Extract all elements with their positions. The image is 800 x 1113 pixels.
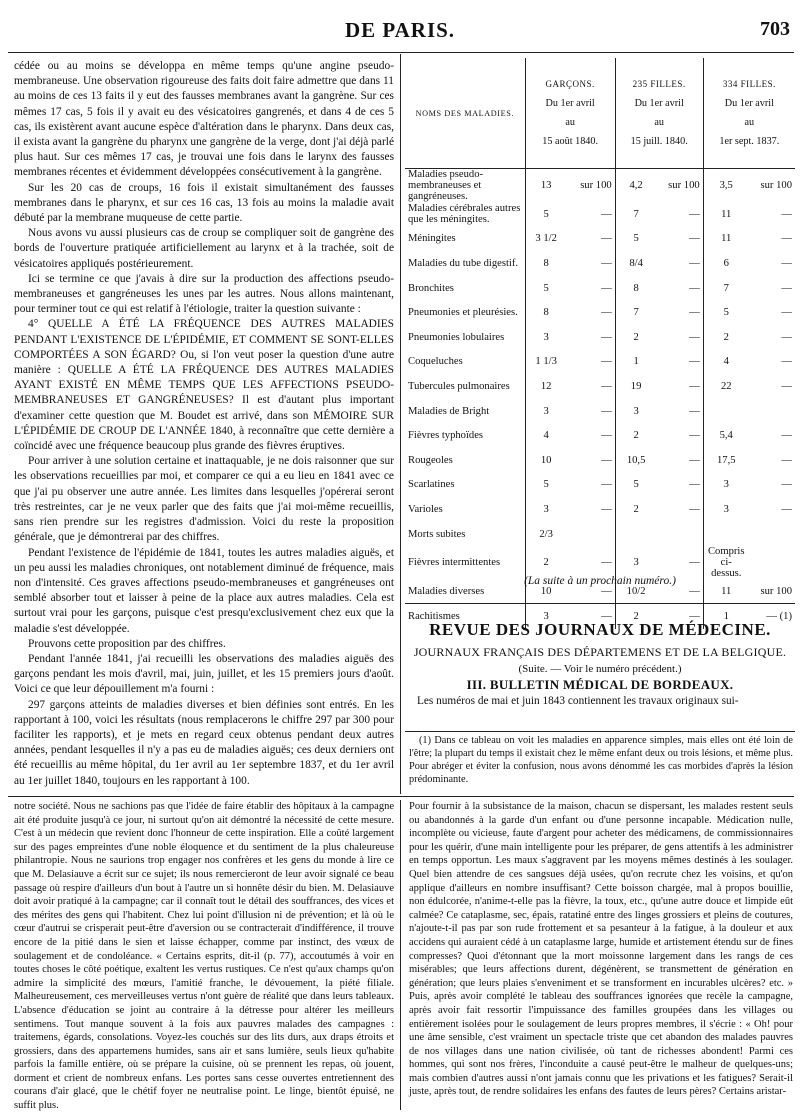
boys-value-cell: 2 — [525, 546, 567, 579]
footnote-text: (1) Dans ce tableau on voit les maladies en apparence simples, mais elles ont été loin de l'être; la plupart du temps il existait chez le même enfant deux ou trois lésions, et même plus. Pour abréger et éviter la confusion, nous avons dénommé les cas morbides d'après la lésion prédominante. — [409, 735, 793, 785]
review-subtitle: JOURNAUX FRANÇAIS DES DÉPARTEMENS ET DE LA BELGIQUE. — [413, 645, 787, 659]
boys-unit-cell: — — [567, 300, 616, 325]
girls-1837-unit-cell: — — [781, 257, 792, 269]
girls-1840-value-cell: 19 — [630, 380, 642, 392]
paragraph: Prouvons cette proposition par des chiffres. — [28, 637, 226, 650]
disease-name-cell: Maladies diverses — [405, 579, 525, 604]
girls-1837-unit-cell: sur 100 — [760, 180, 792, 191]
boys-value-cell: 8 — [525, 251, 567, 276]
girls-1837-unit-cell: sur 100 — [760, 586, 792, 598]
column-divider-top — [400, 54, 401, 794]
review-title: REVUE DES JOURNAUX DE MÉDECINE. — [429, 620, 771, 639]
boys-value-cell: 10 — [525, 579, 567, 604]
boys-value-cell: 2/3 — [525, 522, 567, 547]
disease-name-cell: Pneumonies et pleurésies. — [405, 300, 525, 325]
paragraph: 297 garçons atteints de maladies diverses et bien définies sont entrés. En les rapportant à 100, voici les résultats (nous remplacerons le chiffre 297 par 300 pour faciliter les rapports), et je mets en regard ceux obtenus pendant deux autres années, pendant lesquelles il n'y a pas eu de maladies aiguës; ces deux derniers ont été recueillis au même hôpital, du 1er avril au 1er septembre 1837, et du 1er avril au 1er juillet 1840, toujours en les rapportant à 100. — [14, 698, 394, 787]
table-row — [405, 423, 795, 448]
section-rule — [405, 603, 795, 604]
table-row — [405, 350, 795, 375]
boys-value-cell: 1 1/3 — [525, 350, 567, 375]
disease-name-cell: Varioles — [405, 497, 525, 522]
girls-1837-unit-cell: — — [781, 233, 792, 245]
boys-unit-cell: — — [567, 579, 616, 604]
girls-1840-unit-cell: — — [657, 300, 704, 325]
boys-unit-cell: — — [567, 202, 616, 227]
girls-1837-unit-cell: — (1) — [766, 610, 792, 622]
girls-1837-unit-cell: — — [781, 356, 792, 368]
boys-unit-cell: — — [567, 546, 616, 579]
paragraph: Pour arriver à une solution certaine et inattaquable, je ne dois raisonner que sur les observations recueillies par moi, et comparer ce qui a eu lieu en 1841 avec ce que j'ai pu observer une autre année. Les limites dans lesquelles j'opérerai seront très restreintes, car je ne veux parler que des faits que j'ai moi-même recueillis, sans rien prendre sur les registres d'admission. Voici du reste la proposition générale, que je démontrerai par des chiffres. — [14, 455, 394, 544]
disease-name-cell: Maladies cérébrales autres que les méningites. — [405, 202, 525, 227]
girls-1840-unit-cell: — — [657, 325, 704, 350]
review-section — [405, 620, 795, 707]
disease-name-cell: Maladies de Bright — [405, 399, 525, 424]
girls-1837-value-cell — [703, 522, 749, 547]
girls-1837-value-cell: 4 — [723, 356, 729, 368]
boys-unit-cell: — — [567, 350, 616, 375]
girls-1840-unit-cell: — — [657, 604, 704, 629]
boys-value-cell: 5 — [525, 202, 567, 227]
boys-unit-cell: — — [567, 374, 616, 399]
table-row — [405, 325, 795, 350]
table-row — [405, 276, 795, 301]
girls-1837-unit-cell: — — [781, 282, 792, 294]
boys-unit-cell: — — [567, 325, 616, 350]
girls-1837-unit-cell: — — [781, 307, 792, 319]
girls-1840-unit-cell: — — [657, 276, 704, 301]
table-row — [405, 399, 795, 424]
girls-1837-unit-cell: — — [781, 380, 792, 392]
boys-value-cell: 3 — [525, 497, 567, 522]
girls-1840-value-cell: 10,5 — [626, 454, 646, 466]
girls-1837-value-cell: 17,5 — [716, 454, 736, 466]
running-title: DE PARIS. — [344, 18, 456, 42]
girls-1840-unit-cell: — — [657, 399, 704, 424]
table-row — [405, 374, 795, 399]
boys-value-cell: 4 — [525, 423, 567, 448]
disease-name-cell: Pneumonies lobulaires — [405, 325, 525, 350]
header-rule — [8, 52, 794, 53]
girls-1840-value-cell: 2 — [633, 331, 639, 343]
girls-1837-value-cell: 2 — [723, 331, 729, 343]
girls-1840-value-cell: 2 — [633, 503, 639, 515]
column-header-girls-1837: 334 FILLES. Du 1er avril au 1er sept. 1837. — [703, 58, 795, 169]
bottom-right-column — [409, 800, 793, 1099]
paragraph: Ici se termine ce que j'avais à dire sur la production des affections pseudo-membraneuses et gangréneuses les unes par les autres. Nous allons maintenant, pour terminer tout ce qui est relatif à l'étiologie, traiter la question suivante : — [14, 272, 394, 316]
girls-1840-unit-cell: — — [657, 374, 704, 399]
boys-value-cell: 10 — [525, 448, 567, 473]
paragraph: Pendant l'existence de l'épidémie de 1841, toutes les autres maladies aiguës, et un peu aussi les maladies chroniques, ont notablement diminué de fréquence, mais non d'intensité. Ces graves affections pseudo-membraneuses et gangréneuses ont semblé absorber tout et laisser à peine de la place aux autres maladies. Cela est surtout vrai pour les garçons, puisque c'est presqu'exclusivement chez eux que la maladie s'est développée. — [14, 546, 394, 635]
boys-unit-cell: — — [567, 473, 616, 498]
table-row — [405, 300, 795, 325]
table-row — [405, 522, 795, 547]
table-header-row — [405, 58, 795, 169]
review-note: (Suite. — Voir le numéro précédent.) — [518, 663, 682, 675]
disease-name-cell: Morts subites — [405, 522, 525, 547]
girls-1837-value-cell: 6 — [723, 257, 729, 269]
girls-1840-value-cell: 8/4 — [629, 257, 643, 269]
footnote-rule — [405, 731, 795, 732]
girls-1837-unit-cell: — — [781, 331, 792, 343]
disease-name-cell: Maladies pseudo-membraneuses et gangréneuses. — [405, 169, 525, 203]
left-column — [14, 59, 394, 789]
girls-1840-value-cell: 1 — [633, 356, 639, 368]
boys-unit-cell — [567, 522, 616, 547]
girls-1837-unit-cell: — — [781, 503, 792, 515]
girls-1837-value-cell: 5 — [723, 307, 729, 319]
boys-value-cell: 3 — [525, 399, 567, 424]
girls-1840-value-cell: 2 — [633, 430, 639, 442]
girls-1837-unit-cell — [749, 399, 795, 424]
boys-unit-cell: — — [567, 276, 616, 301]
boys-unit-cell: — — [567, 423, 616, 448]
girls-1840-value-cell: 8 — [633, 282, 639, 294]
paragraph: Pendant l'année 1841, j'ai recueilli les observations des maladies aiguës des garçons pendant les mois d'avril, mai, juin, juillet, et les 15 premiers jours d'août. Voici ce que leur dépouillement m'a fourni : — [14, 652, 394, 696]
girls-1840-value-cell: 3 — [633, 557, 639, 569]
girls-1837-value-cell: Compris ci-dessus. — [707, 546, 745, 580]
boys-unit-cell: — — [567, 497, 616, 522]
boys-unit-cell: — — [567, 399, 616, 424]
girls-1837-value-cell: 11 — [721, 586, 732, 598]
table-row — [405, 169, 795, 203]
table-row — [405, 473, 795, 498]
page-header — [0, 14, 800, 44]
disease-name-cell: Tubercules pulmonaires — [405, 374, 525, 399]
girls-1837-value-cell: 7 — [723, 282, 729, 294]
girls-1840-unit-cell: — — [657, 546, 704, 579]
footnote — [409, 734, 793, 786]
disease-name-cell: Scarlatines — [405, 473, 525, 498]
girls-1840-value-cell: 7 — [633, 208, 639, 220]
column-header-boys: GARÇONS. Du 1er avril au 15 août 1840. — [525, 58, 615, 169]
girls-1840-unit-cell: — — [657, 350, 704, 375]
girls-1840-value-cell: 7 — [633, 307, 639, 319]
page-split-rule — [8, 796, 794, 797]
girls-1837-unit-cell: — — [781, 454, 792, 466]
boys-unit-cell: — — [567, 448, 616, 473]
disease-name-cell: Rougeoles — [405, 448, 525, 473]
boys-unit-cell: — — [567, 604, 616, 629]
boys-value-cell: 3 1/2 — [525, 227, 567, 252]
girls-1840-unit-cell: sur 100 — [657, 169, 704, 203]
girls-1840-unit-cell: — — [657, 227, 704, 252]
paragraph: cédée ou au moins se développa en même temps qu'une angine pseudo-membraneuse. Une observation rigoureuse des faits doit faire admettre que dans 11 au moins de ces 13 faits il y eut des fausses membranes avant la gangrène. Sur ces mêmes 17 cas, 5 fois il y avait eu des vésicatoires gangrenés, et dans 4 de ces 5 cas, ils existèrent avant aucune espèce d'altération dans le pharynx. Dans deux cas, il exista avant la gangrène du pharynx une gangrène de la verge, dont j'ai déjà parlé plus haut. Sur ces mêmes 17 cas, je trouvai une fois dans le larynx des fausses membranes récentes et évidemment développées consécutivement à la gangrène. — [14, 60, 394, 179]
boys-value-cell: 3 — [525, 325, 567, 350]
table-row — [405, 227, 795, 252]
boys-unit-cell: sur 100 — [567, 169, 616, 203]
girls-1837-value-cell: 3,5 — [719, 180, 733, 191]
table-row — [405, 497, 795, 522]
girls-1840-value-cell: 2 — [633, 610, 639, 622]
continuation-note: (La suite à un prochain numéro.) — [524, 575, 676, 587]
page-number: 703 — [760, 18, 790, 40]
girls-1840-value-cell — [615, 522, 656, 547]
girls-1840-unit-cell: — — [657, 497, 704, 522]
column-divider-bottom — [400, 800, 401, 1110]
girls-1840-unit-cell: — — [657, 202, 704, 227]
girls-1837-unit-cell: — — [781, 430, 792, 442]
girls-1840-value-cell: 10/2 — [626, 586, 646, 598]
girls-1837-value-cell: 3 — [723, 503, 729, 515]
disease-name-cell: Coqueluches — [405, 350, 525, 375]
bottom-left-column — [14, 800, 394, 1113]
boys-value-cell: 5 — [525, 276, 567, 301]
girls-1837-value-cell: 11 — [721, 208, 732, 220]
review-lead: Les numéros de mai et juin 1843 contiennent les travaux originaux sui- — [417, 695, 739, 707]
girls-1840-unit-cell: — — [657, 448, 704, 473]
boys-value-cell: 12 — [525, 374, 567, 399]
girls-1840-unit-cell: — — [657, 423, 704, 448]
girls-1837-value-cell: 5,4 — [719, 430, 733, 442]
disease-name-cell: Rachitismes — [405, 604, 525, 629]
girls-1837-value-cell: 3 — [723, 479, 729, 491]
girls-1837-unit-cell — [749, 522, 795, 547]
girls-1840-unit-cell: — — [657, 251, 704, 276]
disease-name-cell: Méningites — [405, 227, 525, 252]
boys-value-cell: 13 — [525, 169, 567, 203]
paragraph: Pour fournir à la subsistance de la maison, chacun se dispersant, les malades restent seuls ou abandonnés à la garde d'un enfant ou d'une personne incapable. Médication nulle, incomplète ou vicieuse, faute d'argent pour acheter des médicamens, de commissionnaires pour les quérir, d'une main intelligente pour les préparer, de gens attentifs à les administrer en temps opportun. Les maux s'aggravent par les moyens mêmes destinés à les soulager. Quel bien attendre de ces sangsues déjà usées, qu'on recrute chez les voisins, et qu'on applique d'ailleurs en nombre insuffisant? Cette boisson chargée, mal à propos bouillie, non édulcorée, n'anime-t-elle pas la fièvre, la toux, etc., qu'une autre douce et limpide eût calmée? Ce cataplasme, sec, épais, ratatiné entre des linges grossiers et pleins de coutures, n'ajoute-t-il pas par son rude frottement et sa pesanteur à la fatigue, à la douleur et aux accidens qui auraient cédé à un cataplasme large, humide et artistement étendu sur de fines compresses? Quoi d'étonnant que la mort moissonne largement dans les rangs de ces misérables; que leurs affections durent, dégénèrent, se transmettent de génération en génération; que leurs plaies s'enveniment et se transforment en incurables ulcères? etc. » Puis, après avoir complété le tableau des souffrances ignorées que recèle la campagne, après avoir fait ressortir l'impuissance des familles groupées dans les villages ou entièrement isolées pour le soulagement de leurs propres membres, il s'écrie : « Oh! pour une âme sensible, c'est vraiment un spectacle triste que cet abandon des malades pauvres de nos villages dans une nation civilisée, où tant de richesses abondent! Parmi ces hommes, qui sont nos frères, l'inconduite a causé peut-être le malheur de quelques-uns; mais combien d'autres aussi n'ont jamais connu que les privations et les fatigues? Serait-il juste, après tout, de rendre solidaires les enfans des fautes de leurs pères? Certains aristar- — [409, 801, 793, 1098]
girls-1840-value-cell: 5 — [633, 479, 639, 491]
disease-name-cell: Fièvres typhoïdes — [405, 423, 525, 448]
girls-1837-value-cell: 22 — [720, 380, 732, 392]
table-row — [405, 251, 795, 276]
paragraph: 4° QUELLE A ÉTÉ LA FRÉQUENCE DES AUTRES MALADIES PENDANT L'EXISTENCE DE L'ÉPIDÉMIE, ET COMMENT SE SONT-ELLES COMPORTÉES A SON ÉGARD? Ou, si l'on veut poser la question d'une autre manière : QUELLE A ÉTÉ LA FRÉQUENCE DES AUTRES MALADIES AYANT EXISTÉ EN MÊME TEMPS QUE LES AFFECTIONS PSEUDO-MEMBRANEUSES ET GANGRÉNEUSES? Il est d'autant plus important d'examiner cette question que M. Boudet est arrivé, dans son MÉMOIRE SUR L'ÉPIDÉMIE DE CROUP DE L'ANNÉE 1840, à reconnaître que cette dernière a coïncidé avec une fréquence beaucoup plus grande des fièvres éruptives. — [14, 318, 394, 453]
table-row — [405, 448, 795, 473]
column-header-girls-1840: 235 FILLES. Du 1er avril au 15 juill. 1840. — [615, 58, 703, 169]
girls-1840-value-cell: 5 — [633, 233, 639, 245]
boys-value-cell: 3 — [525, 604, 567, 629]
boys-value-cell: 5 — [525, 473, 567, 498]
review-section-heading: III. BULLETIN MÉDICAL DE BORDEAUX. — [466, 677, 734, 692]
boys-unit-cell: — — [567, 251, 616, 276]
girls-1837-value-cell: 11 — [721, 233, 732, 245]
boys-unit-cell: — — [567, 227, 616, 252]
paragraph: Sur les 20 cas de croups, 16 fois il existait simultanément des fausses membranes dans le pharynx, et sur ces 16 cas, 13 fois au moins la maladie avait débuté par la membrane muqueuse de cette partie. — [14, 181, 394, 225]
boys-value-cell: 8 — [525, 300, 567, 325]
girls-1840-unit-cell: — — [657, 579, 704, 604]
disease-name-cell: Maladies du tube digestif. — [405, 251, 525, 276]
girls-1840-value-cell: 4,2 — [629, 180, 643, 191]
girls-1840-value-cell: 3 — [633, 405, 639, 417]
girls-1837-value-cell — [703, 399, 749, 424]
disease-name-cell: Bronchites — [405, 276, 525, 301]
girls-1840-unit-cell: — — [657, 473, 704, 498]
paragraph: Nous avons vu aussi plusieurs cas de croup se compliquer soit de gangrène des bords de l'ouverture pratiquée artificiellement au larynx et à la trachée, soit de vésicatoires appliqués postérieurement. — [14, 227, 394, 270]
disease-frequency-table — [405, 58, 795, 622]
girls-1837-value-cell: 1 — [723, 610, 729, 622]
table-row — [405, 202, 795, 227]
column-header-names: NOMS DES MALADIES. — [405, 58, 525, 169]
girls-1837-unit-cell: — — [781, 208, 792, 220]
girls-1837-unit-cell: — — [781, 479, 792, 491]
girls-1840-unit-cell — [657, 522, 704, 547]
paragraph: notre société. Nous ne sachions pas que l'idée de faire établir des hôpitaux à la campagne ait été produite jusqu'à ce jour, ni surtout qu'on ait démontré la nécessité de cette mesure. C'est à un médecin que revient donc l'honneur de cette inspiration. Elle a coûté largement sur des pages empreintes d'une noble éloquence et du sentiment de la plus chaleureuse philantropie. Nous ne saurions trop engager nos confrères et les gens du monde à lire ce que M. Delasiauve a écrit sur ce sujet; ils nous remercieront de leur avoir signalé ce beau passage où respire d'ailleurs d'un bout à l'autre un si honnête désir du bien. M. Delasiauve doit avoir pratiqué à la campagne; car il connaît tout le détail des souffrances, des vices et des mérites des gens qui l'habitent. Chez lui point d'illusion ni de prévention; et là où le cœur d'autrui se crisperait peut-être d'aversion ou se contracterait d'indifférence, il trouve encore de la pitié dans le sien et laisse échapper, comme par instinct, des vœux de soulagement et de condoléance. « Certains esprits, dit-il (p. 77), accoutumés à voir en toutes choses le côté poétique, exaltent les vertus rustiques. Ce n'est qu'aux champs qu'on admire la simplicité des mœurs, l'amitié franche, le dévouement, la piété filiale. Malheureusement, ces merveilleuses vertus n'ont guère de réalité que dans leurs tableaux. L'absence d'éducation se joint au contraire à la détresse pour altérer les meilleurs sentimens. Tout manque souvent à la fois aux pauvres malades des campagnes : traitemens, égards, consolations. Voyez-les couchés sur des lits durs, aux draps étroits et grossiers, dans des appartemens humides, sans air et sans lumière, seuls lieux qu'habite parfois la famille entière, où se prépare la cuisine, où se prennent les repas, où jouent, dorment et crient de nombreux enfans. Les portes sans cesse ouvertes entretiennent des courans d'air glacé, que le chétif foyer ne neutralise point. Le linge, bientôt épuisé, ne suffit plus. — [14, 801, 394, 1112]
disease-name-cell: Fièvres intermittentes — [405, 546, 525, 579]
